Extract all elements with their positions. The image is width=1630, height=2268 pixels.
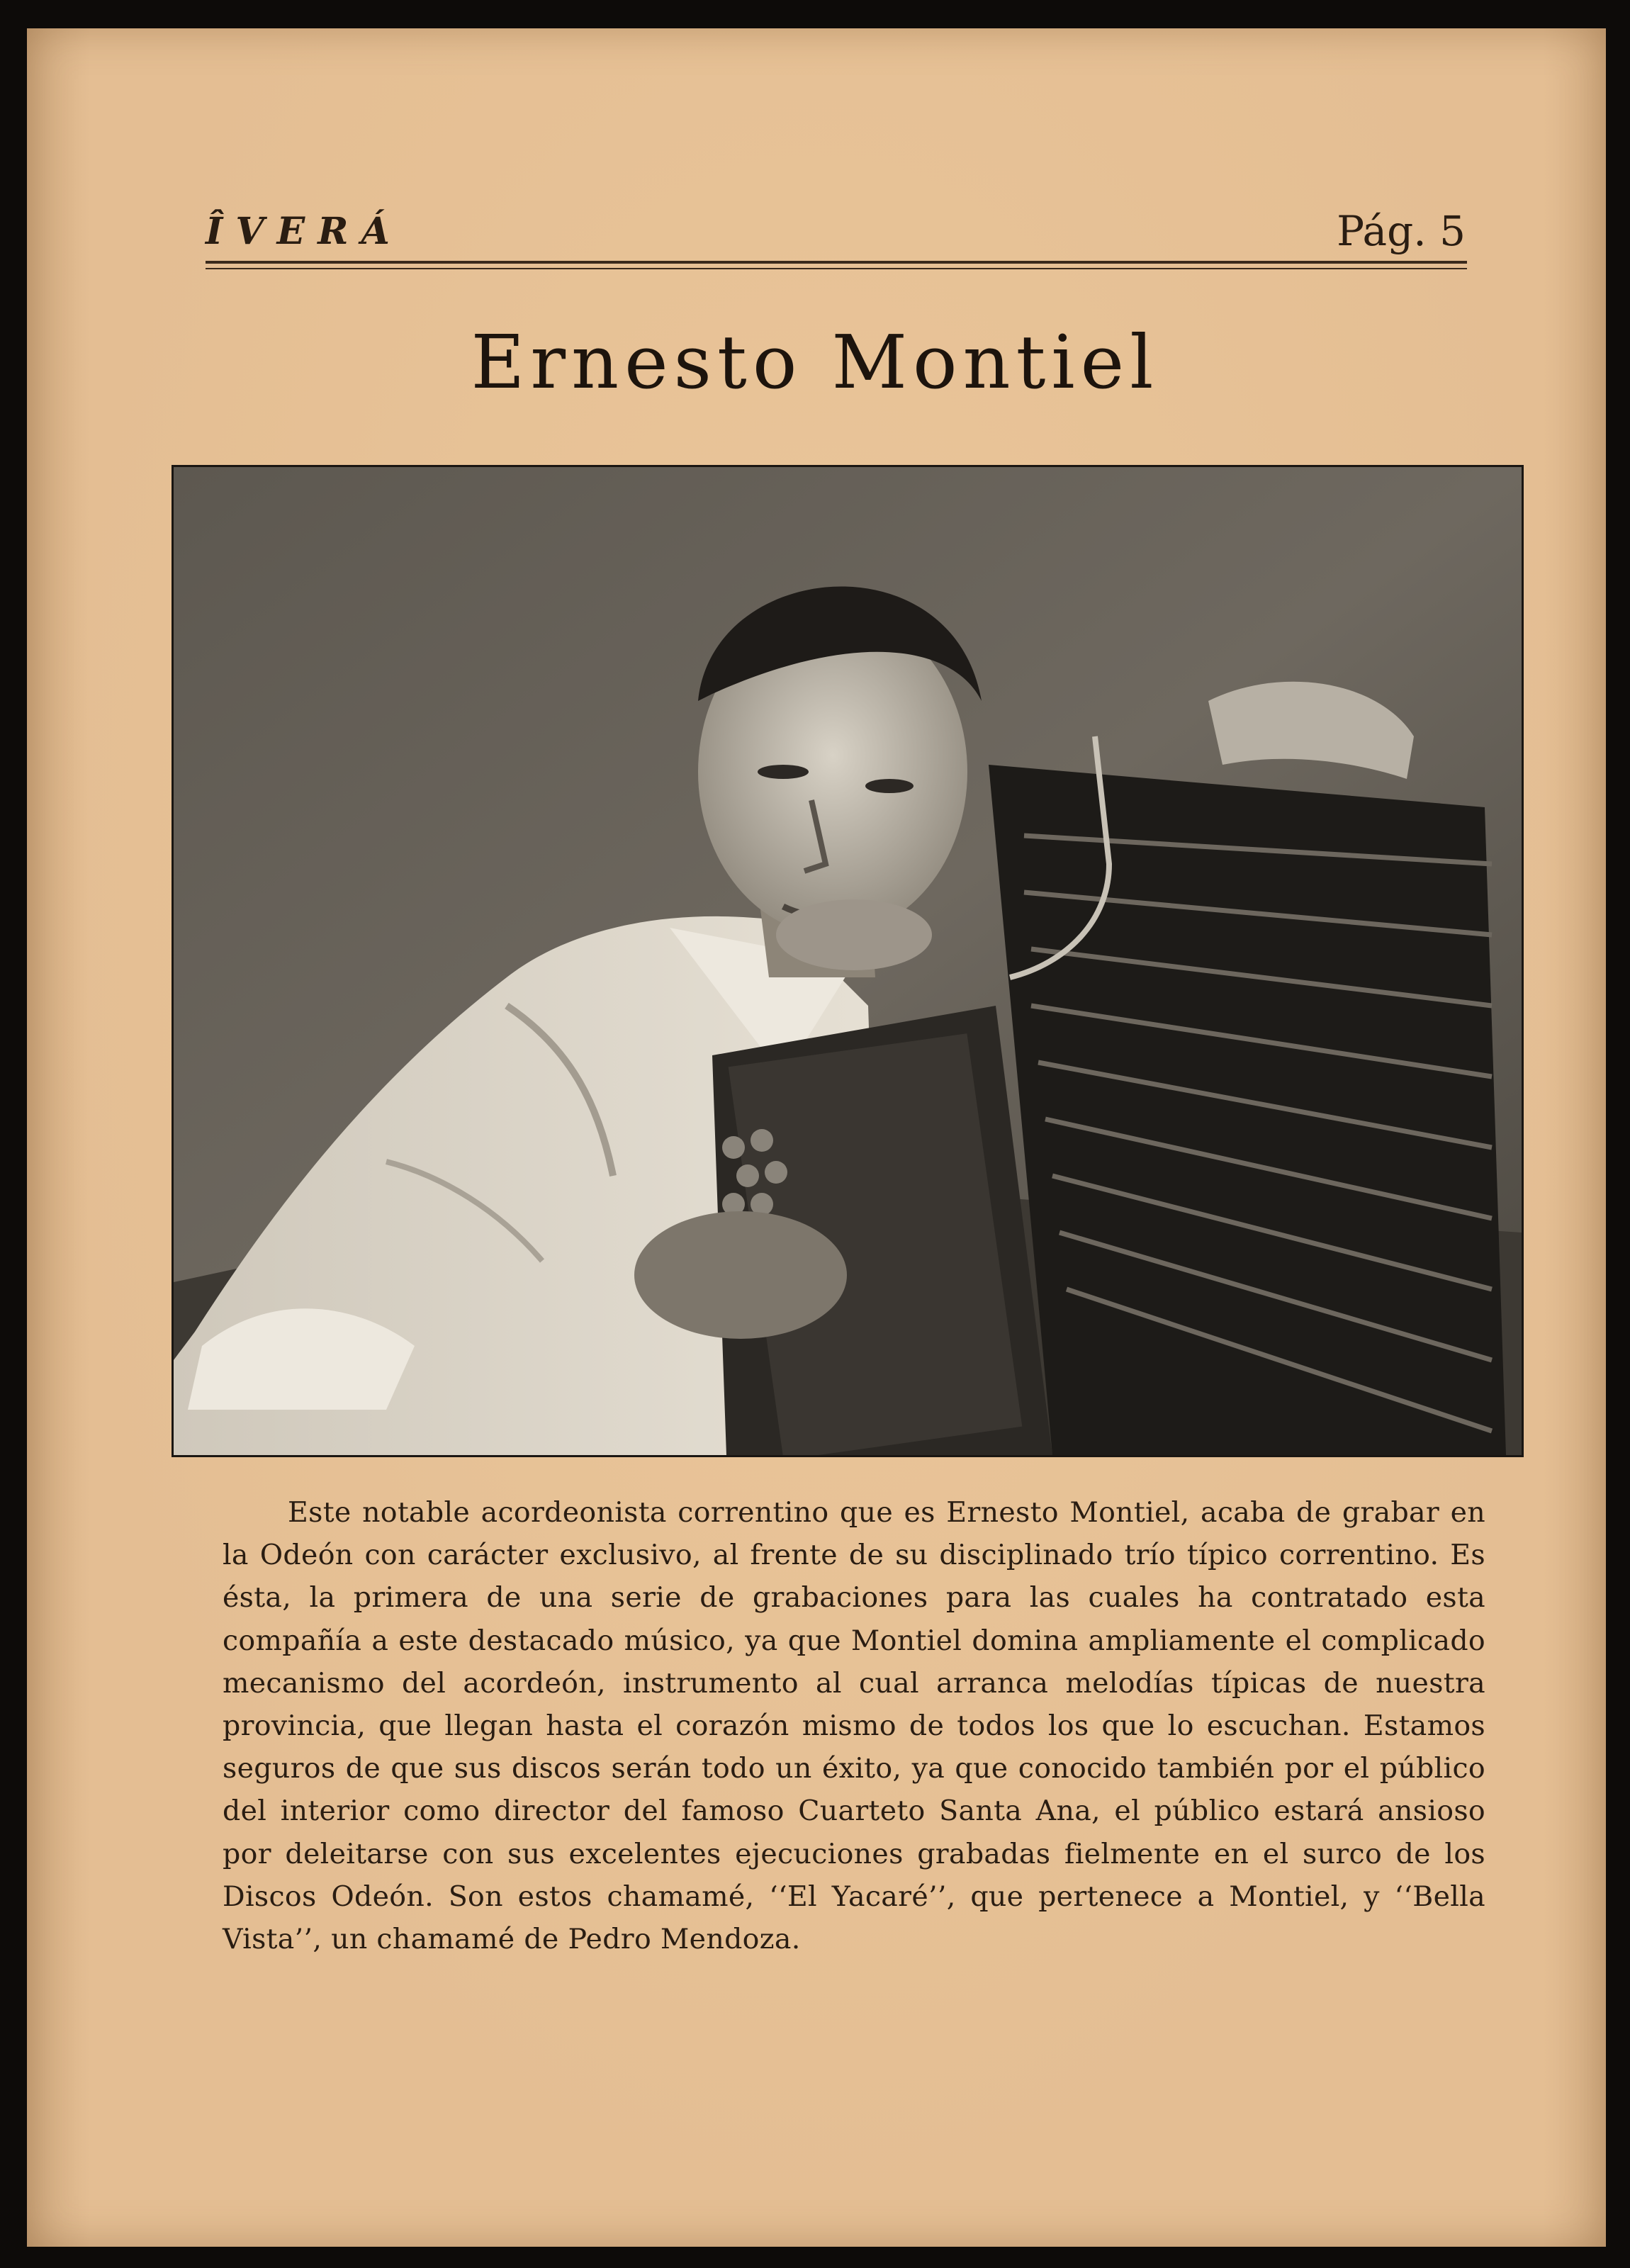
article-body: Este notable acordeonista correntino que es Ernesto Montiel, acaba de grabar en la Odeón con carácter exclusivo, al frente de su disciplinado trío típico correntino. Es ésta, la primera de una serie de grabaciones para las cuales ha contratado esta compañía a este destacado músico, ya que Montiel domina ampliamente el complicado mecanismo del acordeón, instrumento al cual arranca melodías típicas de nuestra provincia, que llegan hasta el corazón mismo de todos los que lo escuchan. Estamos seguros de que sus discos serán todo un éxito, ya que conocido también por el público del interior como director del famoso Cuarteto Santa Ana, el público estará ansioso por deleitarse con sus excelentes ejecuciones grabadas fielmente en el surco de los Discos Odeón. Son estos chamamé, ‘‘El Yacaré’’, que pertenece a Montiel, y ‘‘Bella Vista’’, un chamamé de Pedro Mendoza. [223,1496,1485,1956]
portrait-photo [172,465,1524,1457]
publication-name: ÎVERÁ [206,210,403,253]
page-header [179,177,1474,276]
page-number: Pág. 5 [1337,207,1466,255]
header-rule [206,261,1467,264]
accordion-player-photo-icon [174,467,1522,1455]
article-title: Ernesto Montiel [471,319,1159,405]
header-rule-thin [206,268,1467,269]
